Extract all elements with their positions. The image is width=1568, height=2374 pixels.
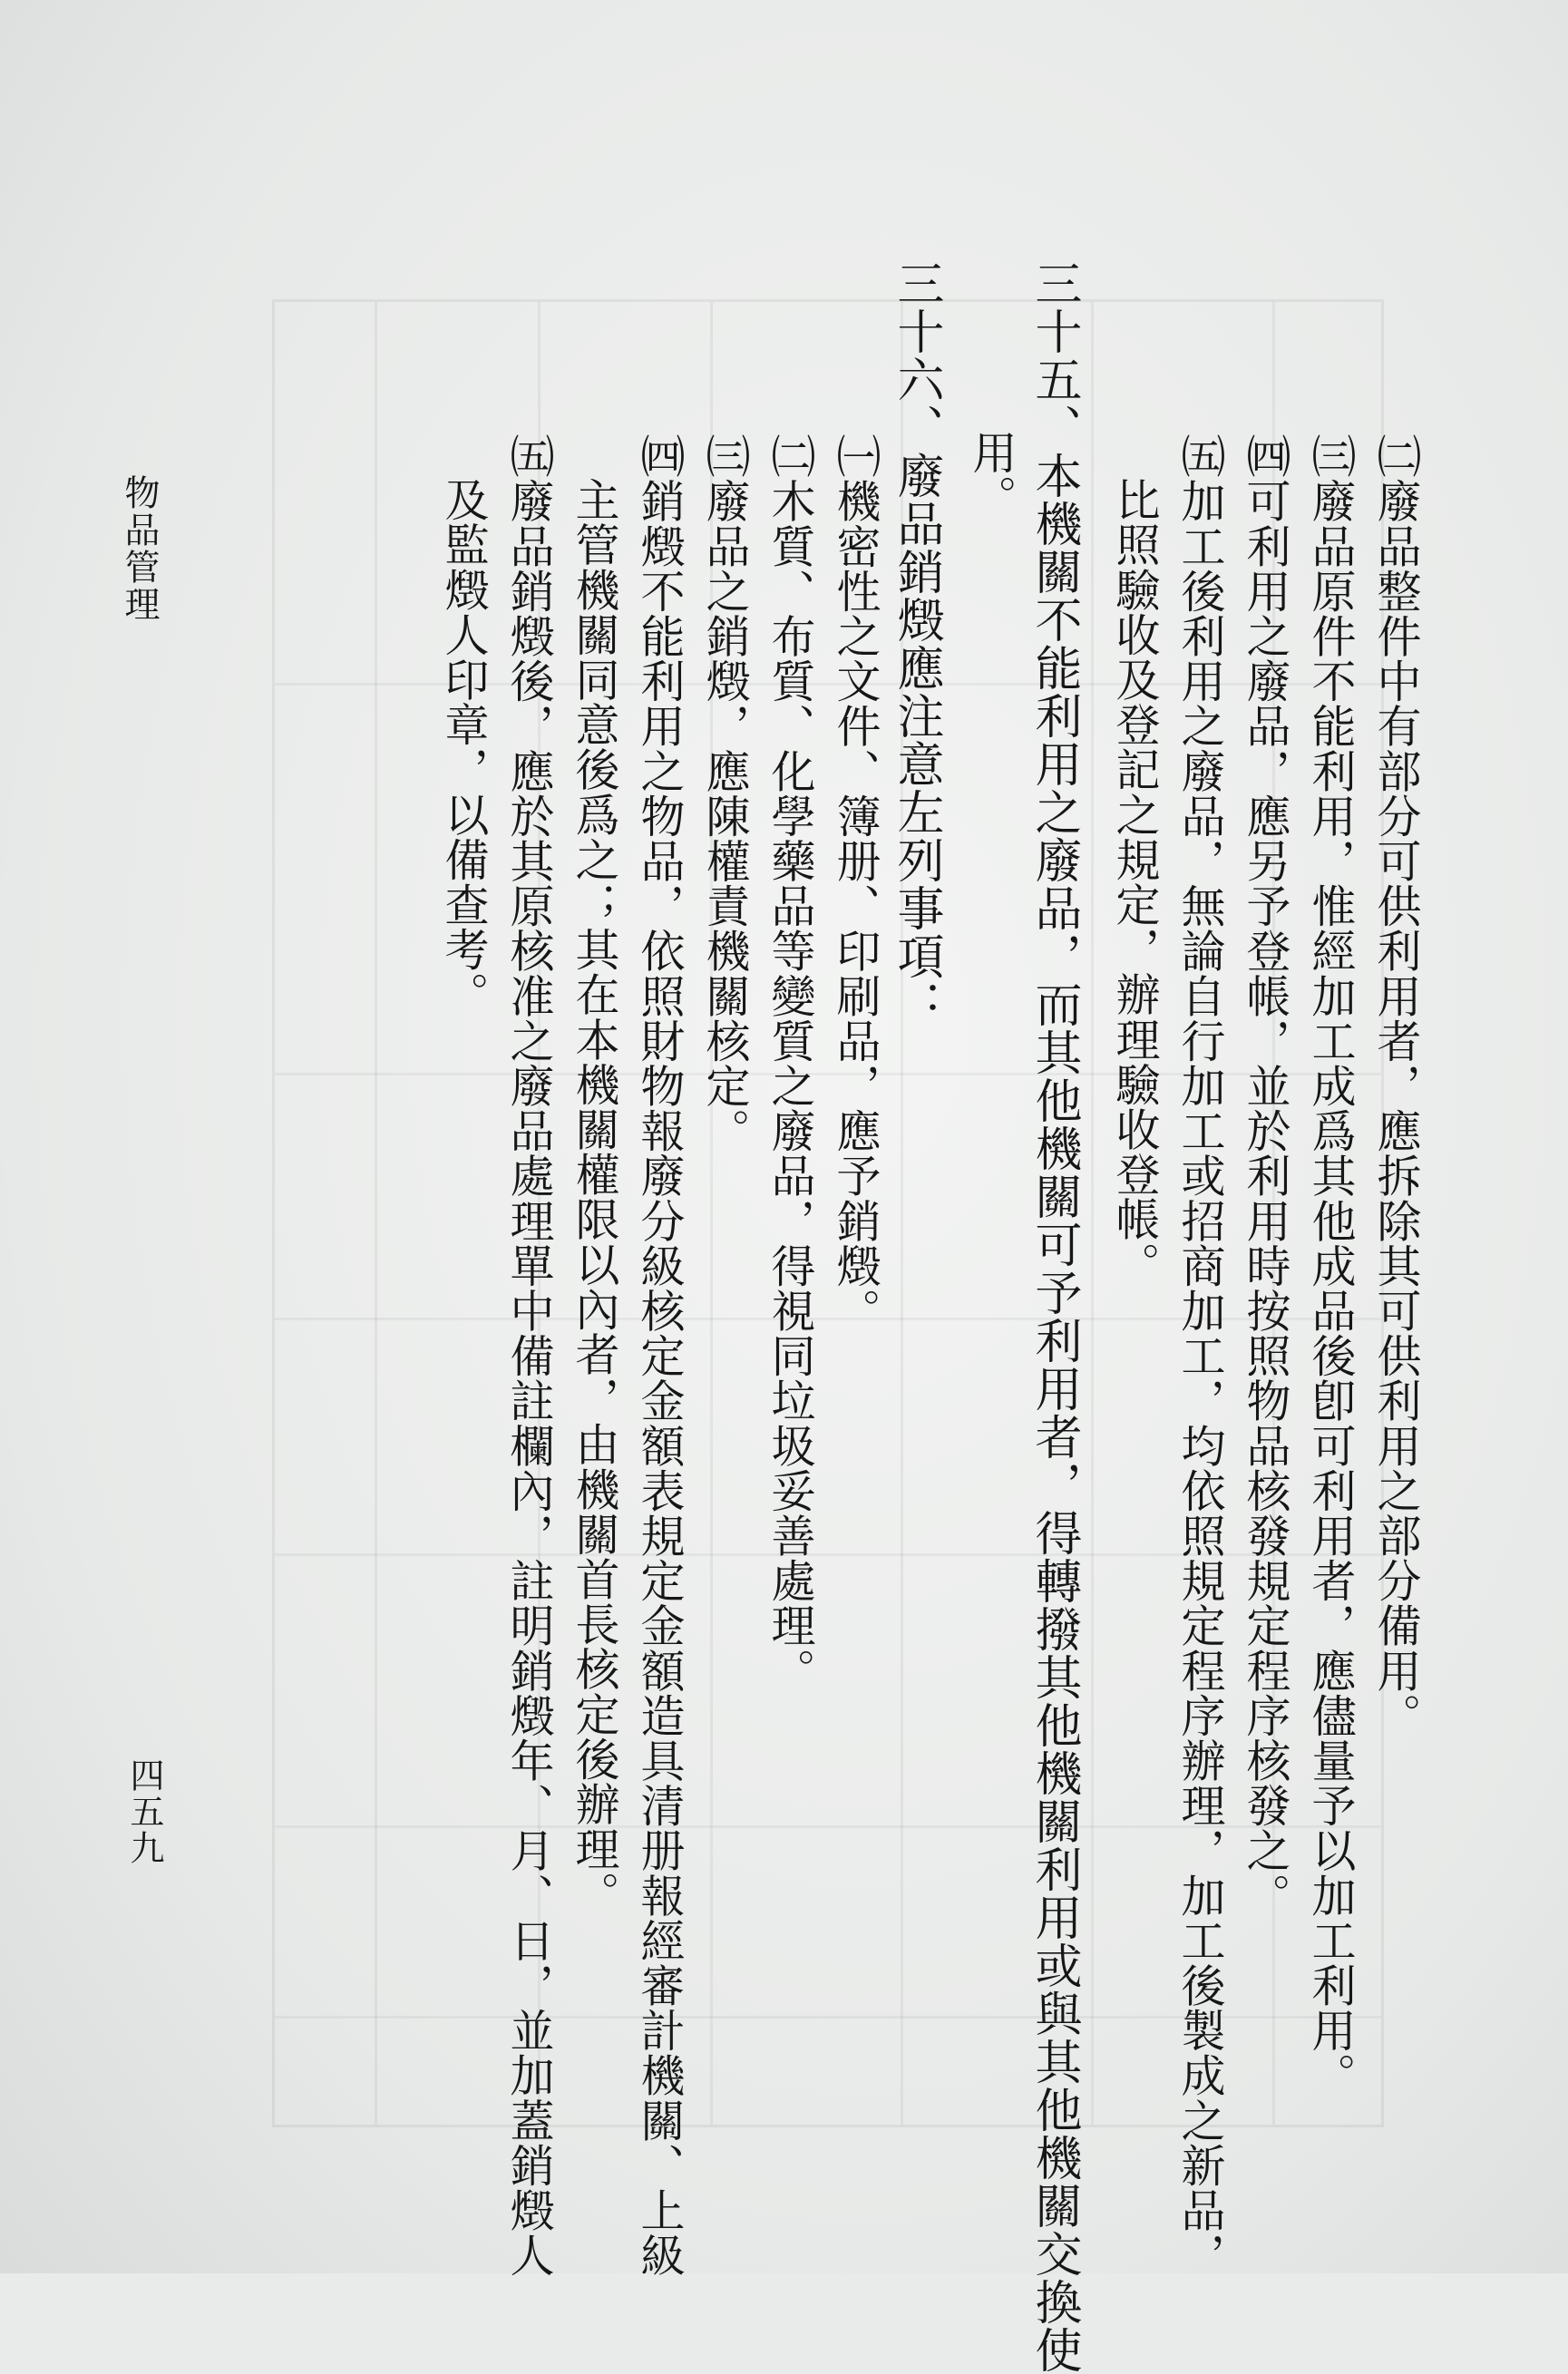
text-line-7: 用。 [966, 430, 1018, 521]
text-line-14: ㈤廢品銷燬後，應於其原核准之廢品處理單中備註欄內，註明銷燬年、月、日，並加蓋銷燬人 [503, 433, 555, 2278]
page-number: 四五九 [124, 1757, 164, 1866]
article-35-heading: 三十五、本機關不能利用之廢品，而其他機關可予利用者，得轉撥其他機關利用或與其他機關交換使 [1027, 259, 1081, 2374]
text-line-5: 比照驗收及登記之規定，辦理驗收登帳。 [1109, 477, 1161, 1287]
text-line-2: ㈢廢品原件不能利用，惟經加工成爲其他成品後卽可利用者，應儘量予以加工利用。 [1305, 433, 1357, 2098]
text-line-4: ㈤加工後利用之廢品，無論自行加工或招商加工，均依照規定程序辦理，加工後製成之新品， [1174, 433, 1226, 2278]
article-36-heading: 三十六、廢品銷燬應注意左列事項： [889, 259, 943, 1028]
running-header: 物品管理 [119, 474, 160, 623]
text-line-11: ㈢廢品之銷燬，應陳權責機關核定。 [699, 433, 751, 1153]
text-line-3: ㈣可利用之廢品，應另予登帳，並於利用時按照物品核發規定程序核發之。 [1240, 433, 1291, 1918]
text-line-13: 主管機關同意後爲之；其在本機關權限以內者，由機關首長核定後辦理。 [569, 477, 620, 1917]
text-line-1: ㈡廢品整件中有部分可供利用者，應拆除其可供利用之部分備用。 [1370, 433, 1422, 1738]
text-line-10: ㈡木質、布質、化學藥品等變質之廢品，得視同垃圾妥善處理。 [765, 433, 816, 1693]
text-line-9: ㈠機密性之文件、簿册、印刷品，應予銷燬。 [830, 433, 881, 1333]
text-line-15: 及監燬人印章，以備查考。 [438, 477, 490, 1017]
text-line-12: ㈣銷燬不能利用之物品，依照財物報廢分級核定金額表規定金額造具清册報經審計機關、上級 [634, 433, 686, 2278]
